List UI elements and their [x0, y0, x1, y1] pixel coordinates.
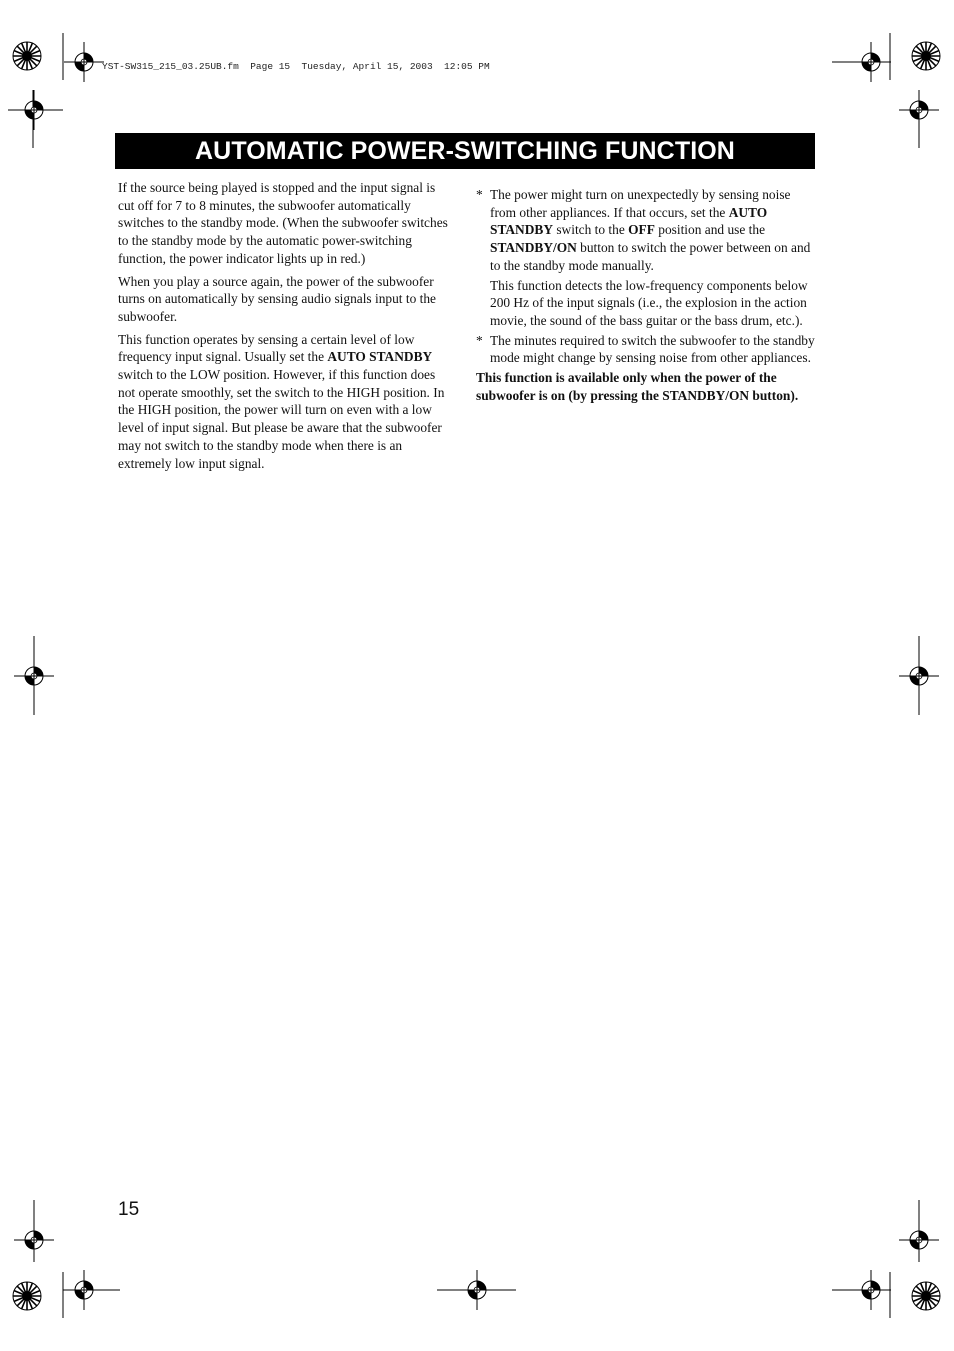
note-minutes: * The minutes required to switch the subwoofer to the standby mode might change by sensing noise from other appliances.: [476, 332, 815, 366]
note-noise-sensing: * The power might turn on unexpectedly by sensing noise from other appliances. If that occurs, set the AUTO STANDBY switch to the OFF position and use the STANDBY/ON button to switch the power between on and to the standby mode manually. This function detects the low-frequency components below 200 Hz of the input signals (i.e., the explosion in the action movie, the sound of the bass guitar or the bass drum, etc.).: [476, 186, 816, 330]
paragraph-auto-power-on: When you play a source again, the power of the subwoofer turns on automatically by sensing audio signals input to the subwoofer.: [118, 273, 436, 324]
paragraph-standby-mode: If the source being played is stopped and the input signal is cut off for 7 to 8 minutes, the subwoofer automatically switches to the standby mode. (When the subwoofer switches to the standby mode by the automatic power-switching function, the power indicator lights up in red.): [118, 180, 448, 266]
note-marker: *: [476, 187, 483, 202]
file-info-header: YST-SW315_215_03.25UB.fm Page 15 Tuesday, April 15, 2003 12:05 PM: [102, 61, 490, 72]
page-number: 15: [118, 1199, 140, 1220]
paragraph-sensitivity: This function operates by sensing a certain level of low frequency input signal. Usually set the AUTO STANDBY switch to the LOW position. However, if this function does not operate smoothly, set the switch to the HIGH position. In the HIGH position, the power will turn on even with a low level of input signal. But please be aware that the subwoofer may not switch to the standby mode when there is an extremely low input signal.: [118, 331, 445, 471]
right-column: [476, 186, 816, 409]
term-standby-on: STANDBY/ON: [490, 240, 577, 256]
term-off: OFF: [628, 222, 655, 238]
note-continuation: This function detects the low-frequency components below 200 Hz of the input signals (i.e., the explosion in the action movie, the sound of the bass guitar or the bass drum, etc.).: [490, 277, 808, 328]
section-title: AUTOMATIC POWER-SWITCHING FUNCTION: [115, 133, 815, 169]
term-auto-standby: AUTO STANDBY: [490, 204, 768, 238]
term-auto-standby: AUTO STANDBY: [327, 349, 433, 365]
note-marker: *: [476, 332, 483, 348]
important-notice: This function is available only when the power of the subwoofer is on (by pressing the STANDBY/ON button).: [476, 370, 799, 403]
left-column: [118, 179, 454, 477]
